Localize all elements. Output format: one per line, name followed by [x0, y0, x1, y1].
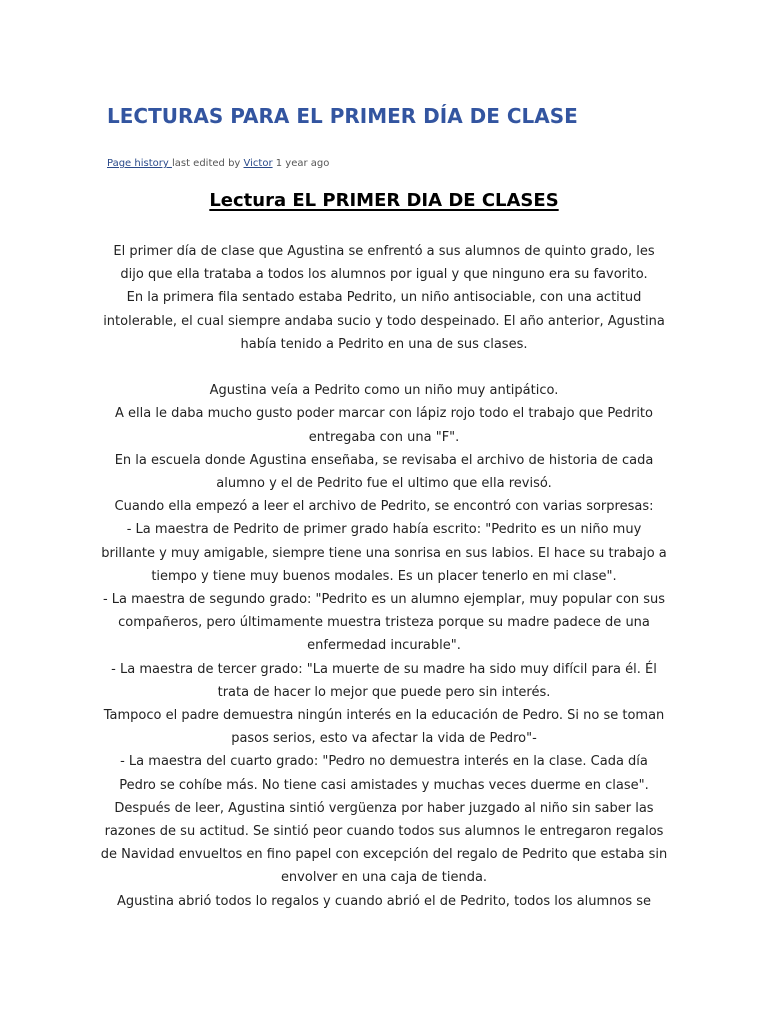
body-paragraph: Después de leer, Agustina sintió vergüenza por haber juzgado al niño sin saber las razones de su actitud. Se sintió peor cuando todos sus alumnos le entregaron regalos de Navidad envueltos en fino papel con excepción del regalo de Pedrito que estaba sin envolver en una caja de tienda.	[100, 800, 668, 886]
body-paragraph: A ella le daba mucho gusto poder marcar con lápiz rojo todo el trabajo que Pedrito entregaba con una "F".	[115, 406, 653, 445]
edit-time-text: 1 year ago	[272, 158, 330, 169]
reading-title	[0, 190, 768, 211]
body-paragraph: - La maestra de segundo grado: "Pedrito es un alumno ejemplar, muy popular con sus compañeros, pero últimamente muestra tristeza porque su madre padece de una enfermedad incurable".	[102, 592, 666, 654]
body-paragraph: Tampoco el padre demuestra ningún interés en la educación de Pedro. Si no se toman pasos serios, esto va afectar la vida de Pedro"-	[103, 708, 665, 747]
page-title: LECTURAS PARA EL PRIMER DÍA DE CLASE	[107, 104, 578, 128]
editor-user-link[interactable]: Victor	[243, 158, 273, 169]
body-paragraph: - La maestra de tercer grado: "La muerte de su madre ha sido muy difícil para él. Él trata de hacer lo mejor que puede pero sin interés.	[111, 661, 657, 700]
body-paragraph: En la escuela donde Agustina enseñaba, se revisaba el archivo de historia de cada alumno y el de Pedrito fue el ultimo que ella revisó.	[114, 452, 654, 492]
last-edited-text: last edited by	[171, 158, 244, 169]
body-paragraph: Cuando ella empezó a leer el archivo de Pedrito, se encontró con varias sorpresas:	[114, 499, 654, 515]
body-paragraph: - La maestra de Pedrito de primer grado había escrito: "Pedrito es un niño muy brillante y muy amigable, siempre tiene una sonrisa en sus labios. El hace su trabajo a tiempo y tiene muy buenos modales. Es un placer tenerlo en mi clase".	[101, 522, 667, 584]
body-paragraph: Agustina abrió todos lo regalos y cuando abrió el de Pedrito, todos los alumnos se	[116, 893, 652, 909]
page-history-line	[107, 158, 329, 169]
body-paragraph: En la primera fila sentado estaba Pedrito, un niño antisociable, con una actitud intolerable, el cual siempre andaba sucio y todo despeinado. El año anterior, Agustina había tenido a Pedrito en una de sus clases.	[103, 290, 665, 352]
paragraph-spacer	[100, 356, 668, 379]
body-paragraph: - La maestra del cuarto grado: "Pedro no demuestra interés en la clase. Cada día Pedro se cohíbe más. No tiene casi amistades y muchas veces duerme en clase".	[119, 754, 649, 793]
reading-title-text: Lectura EL PRIMER DIA DE CLASES	[209, 190, 559, 211]
page-history-link[interactable]: Page history	[107, 158, 172, 169]
reading-body	[100, 240, 668, 913]
body-paragraph: Agustina veía a Pedrito como un niño muy antipático.	[209, 383, 559, 399]
body-paragraph: El primer día de clase que Agustina se enfrentó a sus alumnos de quinto grado, les dijo que ella trataba a todos los alumnos por igual y que ninguno era su favorito.	[113, 244, 655, 283]
